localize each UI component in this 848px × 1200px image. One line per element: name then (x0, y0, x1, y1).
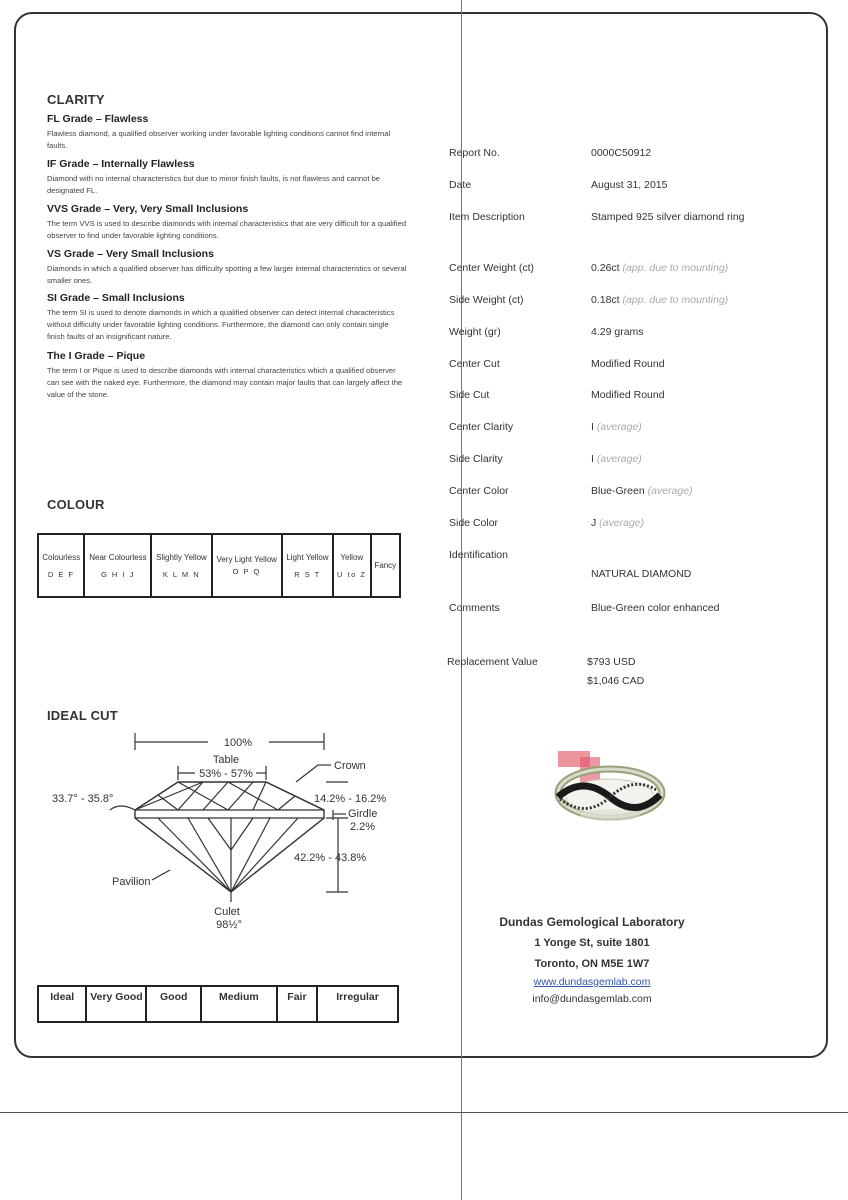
ideal-cut-heading: IDEAL CUT (47, 708, 118, 723)
cut-cell: Ideal (38, 986, 86, 1022)
report-label: Side Cut (449, 389, 490, 401)
cut-cell: Medium (201, 986, 277, 1022)
ring-photo (538, 745, 668, 830)
report-label: Report No. (449, 147, 500, 159)
grade-i (47, 350, 407, 401)
colour-cell (151, 534, 211, 597)
grade-title: FL Grade – Flawless (47, 113, 149, 125)
replacement-label: Replacement Value (447, 656, 538, 668)
pavilion-label: Pavilion (112, 876, 151, 888)
grade-fl (47, 113, 407, 152)
lab-address-line2: Toronto, ON M5E 1W7 (534, 958, 650, 970)
girdle-label: Girdle (348, 808, 378, 820)
report-value: I (average) (591, 453, 642, 465)
cut-scale-table (37, 985, 399, 1023)
grade-if (47, 158, 407, 197)
grade-vvs (47, 203, 407, 242)
culet-label: Culet (214, 906, 240, 918)
report-label: Center Weight (ct) (449, 262, 534, 274)
colour-scale-table (37, 533, 401, 598)
grade-description: The term VVS is used to describe diamonds with internal characteristics that are very difficult for a qualified observer to find under favorable lighting conditions. (47, 219, 407, 240)
identification-value: NATURAL DIAMOND (591, 568, 692, 580)
report-label: Side Weight (ct) (449, 294, 524, 306)
grade-title: The I Grade – Pique (47, 350, 146, 362)
report-value: Blue-Green (average) (591, 485, 693, 497)
scan-edge-line (0, 1112, 848, 1113)
grade-title: VS Grade – Very Small Inclusions (47, 248, 214, 260)
report-label: Item Description (449, 211, 525, 223)
grade-vs (47, 248, 407, 287)
report-label: Side Clarity (449, 453, 503, 465)
report-value: 4.29 grams (591, 326, 644, 338)
colour-code: U to Z (337, 569, 367, 579)
colour-code: R S T (294, 569, 321, 579)
pavilion-depth-label: 42.2% - 43.8% (294, 852, 367, 864)
colour-name: Light Yellow (286, 552, 329, 562)
colour-name: Slightly Yellow (156, 552, 207, 562)
lab-name: Dundas Gemological Laboratory (499, 915, 685, 929)
report-value: 0000C50912 (591, 147, 652, 159)
comments-value: Blue-Green color enhanced (591, 602, 720, 614)
colour-code: G H I J (101, 569, 135, 579)
culet-pct-label: 98½° (216, 919, 242, 931)
report-label: Center Cut (449, 358, 500, 370)
grade-title: SI Grade – Small Inclusions (47, 292, 185, 304)
colour-cell (282, 534, 333, 597)
grade-title: IF Grade – Internally Flawless (47, 158, 195, 170)
report-value: 0.18ct (app. due to mounting) (591, 294, 729, 306)
grade-si (47, 292, 407, 343)
colour-name: Colourless (42, 552, 81, 562)
colour-code: K L M N (162, 569, 201, 579)
colour-cell (371, 534, 400, 597)
report-label: Side Color (449, 517, 499, 529)
report-value: Modified Round (591, 358, 665, 370)
report-label: Date (449, 179, 472, 191)
width-label: 100% (223, 737, 253, 749)
grade-description: The term I or Pique is used to describe diamonds with internal characteristics which a qualified observer can see with the naked eye. Furthermore, the diamond may contain major faults that can largely affect the value of the stone. (47, 366, 403, 399)
lab-address-line1: 1 Yonge St, suite 1801 (534, 937, 650, 949)
report-value: J (average) (591, 517, 645, 529)
colour-cell (212, 534, 282, 597)
diamond-proportions-diagram (48, 730, 393, 935)
crown-height-label: 14.2% - 16.2% (314, 793, 387, 805)
grade-description: Diamond with no internal characteristics but due to minor finish faults, is not flawless and cannot be designated FL. (47, 174, 381, 195)
report-value: Modified Round (591, 389, 665, 401)
table-label: Table (212, 754, 240, 766)
report-label: Center Color (449, 485, 509, 497)
colour-name: Yellow (340, 552, 364, 562)
report-value: I (average) (591, 421, 642, 433)
colour-code: O P Q (232, 567, 261, 576)
colour-cell (38, 534, 84, 597)
crown-angle-label: 33.7° - 35.8° (52, 793, 114, 805)
colour-heading: COLOUR (47, 497, 105, 512)
crown-label: Crown (334, 760, 366, 772)
colour-cell (333, 534, 371, 597)
grade-title: VVS Grade – Very, Very Small Inclusions (47, 203, 249, 215)
identification-label: Identification (449, 549, 508, 561)
report-label: Weight (gr) (449, 326, 501, 338)
colour-name: Fancy (374, 561, 397, 570)
grade-description: The term SI is used to denote diamonds in which a qualified observer can detect internal characteristics without difficulty under favorable lighting conditions. Furthermore, the diamond can only contain single finish faults of an insignificant nature. (47, 308, 395, 341)
lab-email[interactable]: info@dundasgemlab.com (532, 993, 652, 1005)
replacement-usd: $793 USD (587, 656, 636, 668)
grade-description: Diamonds in which a qualified observer has difficulty spotting a few larger internal characteristics or several smaller ones. (47, 264, 407, 285)
colour-name: Very Light Yellow (216, 555, 277, 564)
colour-name: Near Colourless (89, 552, 147, 562)
cut-cell: Very Good (86, 986, 146, 1022)
girdle-pct-label: 2.2% (350, 821, 376, 833)
report-value: Stamped 925 silver diamond ring (591, 211, 745, 223)
colour-code: D E F (47, 569, 75, 579)
clarity-heading: CLARITY (47, 92, 105, 107)
report-value: 0.26ct (app. due to mounting) (591, 262, 729, 274)
lab-website-link[interactable]: www.dundasgemlab.com (533, 976, 651, 988)
cut-cell: Fair (277, 986, 317, 1022)
comments-label: Comments (449, 602, 500, 614)
report-value: August 31, 2015 (591, 179, 668, 191)
table-range-label: 53% - 57% (199, 768, 253, 780)
grade-description: Flawless diamond, a qualified observer working under favorable lighting conditions cannot find internal faults. (47, 129, 391, 150)
report-label: Center Clarity (449, 421, 514, 433)
colour-cell (84, 534, 151, 597)
replacement-cad: $1,046 CAD (587, 675, 645, 687)
cut-cell: Irregular (317, 986, 398, 1022)
cut-cell: Good (146, 986, 201, 1022)
